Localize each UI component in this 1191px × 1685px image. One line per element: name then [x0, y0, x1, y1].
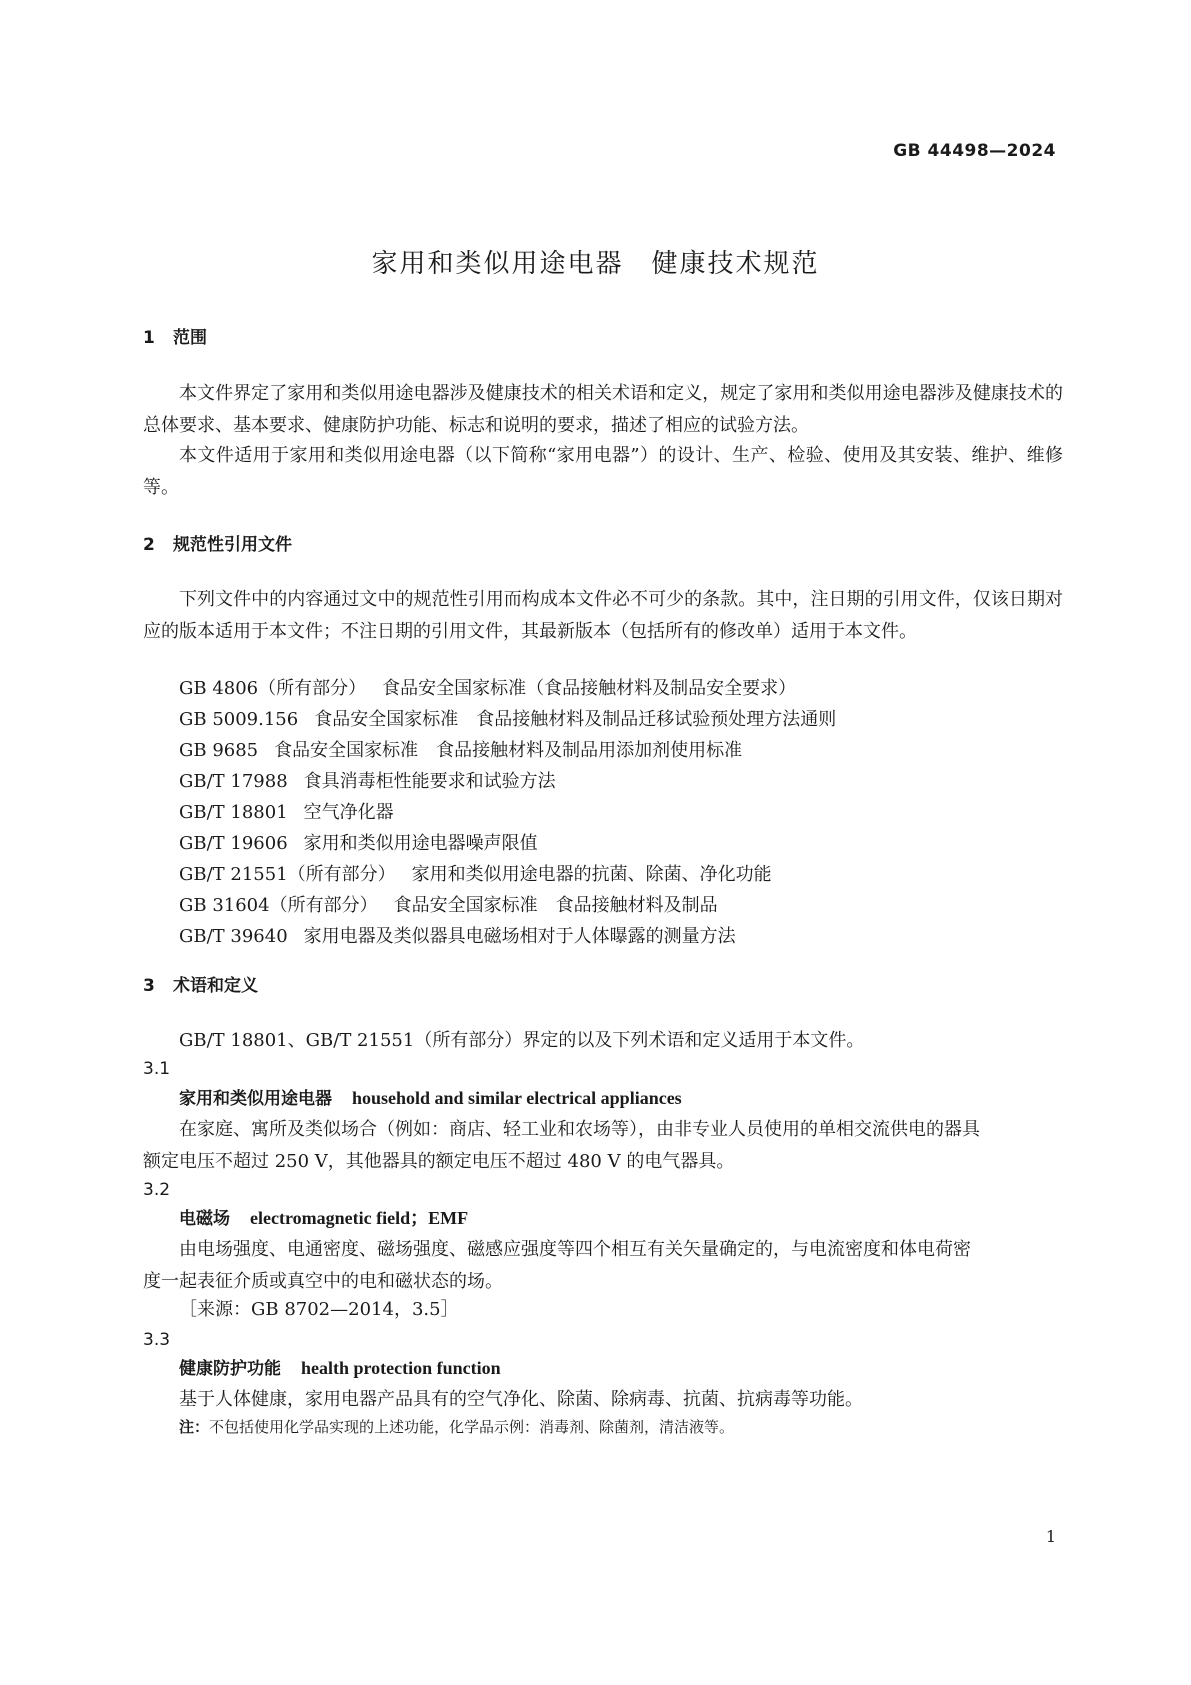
- reference-item: [179, 921, 1059, 952]
- term-heading: [179, 1353, 501, 1385]
- reference-code: GB/T 39640: [179, 926, 288, 947]
- section-heading-terms: [143, 971, 258, 996]
- term-note: [179, 1414, 734, 1440]
- term-en: household and similar electrical appliances: [352, 1088, 682, 1108]
- term-heading: [179, 1083, 682, 1115]
- reference-name: 空气净化器: [303, 802, 394, 823]
- term-number: 3.3: [143, 1330, 171, 1350]
- reference-name: 家用和类似用途电器的抗菌、除菌、净化功能: [411, 864, 772, 885]
- term-definition: [143, 1114, 1064, 1178]
- reference-code: GB/T 17988: [179, 771, 288, 792]
- reference-code: GB 4806（所有部分）: [179, 678, 367, 699]
- scope-paragraph-1: 本文件界定了家用和类似用途电器涉及健康技术的相关术语和定义，规定了家用和类似用途电器涉及健康技术的总体要求、基本要求、健康防护功能、标志和说明的要求，描述了相应的试验方法。: [143, 383, 1063, 436]
- term-definition: 基于人体健康，家用电器产品具有的空气净化、除菌、除病毒、抗菌、抗病毒等功能。: [179, 1389, 863, 1410]
- reference-item: [179, 828, 1059, 859]
- definition-line: 由电场强度、电通密度、磁场强度、磁感应强度等四个相互有关矢量确定的，与电流密度和体电荷密: [179, 1239, 971, 1260]
- definition-line: 额定电压不超过 250 V，其他器具的额定电压不超过 480 V 的电气器具。: [143, 1151, 735, 1172]
- reference-item: [179, 704, 1059, 735]
- term-heading: [179, 1203, 468, 1235]
- term-number: 3.2: [143, 1180, 171, 1200]
- scope-paragraph-2: 本文件适用于家用和类似用途电器（以下简称“家用电器”）的设计、生产、检验、使用及其安装、维护、维修等。: [143, 445, 1063, 498]
- note-label: 注：: [179, 1418, 210, 1436]
- reference-name: 食品安全国家标准 食品接触材料及制品: [393, 895, 718, 916]
- reference-item: [179, 890, 1059, 921]
- reference-item: [179, 673, 1059, 704]
- reference-code: GB 5009.156: [179, 709, 299, 730]
- definition-line: 在家庭、寓所及类似场合（例如：商店、轻工业和农场等），由非专业人员使用的单相交流供电的器具: [179, 1119, 980, 1140]
- section-title: 术语和定义: [173, 976, 258, 996]
- term-zh: 电磁场: [179, 1209, 230, 1229]
- reference-name: 家用和类似用途电器噪声限值: [303, 833, 538, 854]
- reference-code: GB/T 21551（所有部分）: [179, 864, 396, 885]
- reference-item: [179, 766, 1059, 797]
- standard-number: GB 44498—2024: [893, 141, 1056, 161]
- term-source: ［来源：GB 8702—2014，3.5］: [179, 1299, 459, 1320]
- reference-code: GB/T 18801: [179, 802, 288, 823]
- document-title: 家用和类似用途电器 健康技术规范: [371, 249, 820, 279]
- reference-name: 食品安全国家标准 食品接触材料及制品迁移试验预处理方法通则: [314, 709, 837, 730]
- definition-line: 度一起表征介质或真空中的电和磁状态的场。: [143, 1271, 503, 1292]
- reference-item: [179, 797, 1059, 828]
- section-number: 2: [143, 535, 155, 555]
- reference-name: 家用电器及类似器具电磁场相对于人体曝露的测量方法: [303, 926, 736, 947]
- term-zh: 家用和类似用途电器: [179, 1089, 332, 1109]
- note-text: 不包括使用化学品实现的上述功能，化学品示例：消毒剂、除菌剂，清洁液等。: [209, 1418, 735, 1436]
- references-intro: 下列文件中的内容通过文中的规范性引用而构成本文件必不可少的条款。其中，注日期的引用文件，仅该日期对应的版本适用于本文件；不注日期的引用文件，其最新版本（包括所有的修改单）适用于本文件。: [143, 589, 1063, 642]
- section-number: 3: [143, 976, 155, 996]
- page-number: 1: [1045, 1527, 1056, 1546]
- term-en: health protection function: [301, 1358, 501, 1378]
- reference-code: GB/T 19606: [179, 833, 288, 854]
- reference-name: 食品安全国家标准 食品接触材料及制品用添加剂使用标准: [274, 740, 743, 761]
- reference-name: 食具消毒柜性能要求和试验方法: [303, 771, 556, 792]
- reference-code: GB 31604（所有部分）: [179, 895, 378, 916]
- reference-item: [179, 859, 1059, 890]
- reference-name: 食品安全国家标准（食品接触材料及制品安全要求）: [382, 678, 797, 699]
- terms-intro: GB/T 18801、GB/T 21551（所有部分）界定的以及下列术语和定义适用于本文件。: [179, 1030, 865, 1051]
- term-zh: 健康防护功能: [179, 1359, 281, 1379]
- section-heading-references: [143, 530, 292, 555]
- term-definition: [143, 1234, 1064, 1298]
- term-number: 3.1: [143, 1059, 171, 1079]
- term-en: electromagnetic field；EMF: [250, 1208, 469, 1228]
- reference-item: [179, 735, 1059, 766]
- reference-code: GB 9685: [179, 740, 259, 761]
- section-title: 规范性引用文件: [173, 535, 292, 555]
- reference-list: [179, 673, 1059, 952]
- section-heading-scope: [143, 323, 207, 348]
- section-title: 范围: [173, 328, 207, 348]
- section-number: 1: [143, 328, 155, 348]
